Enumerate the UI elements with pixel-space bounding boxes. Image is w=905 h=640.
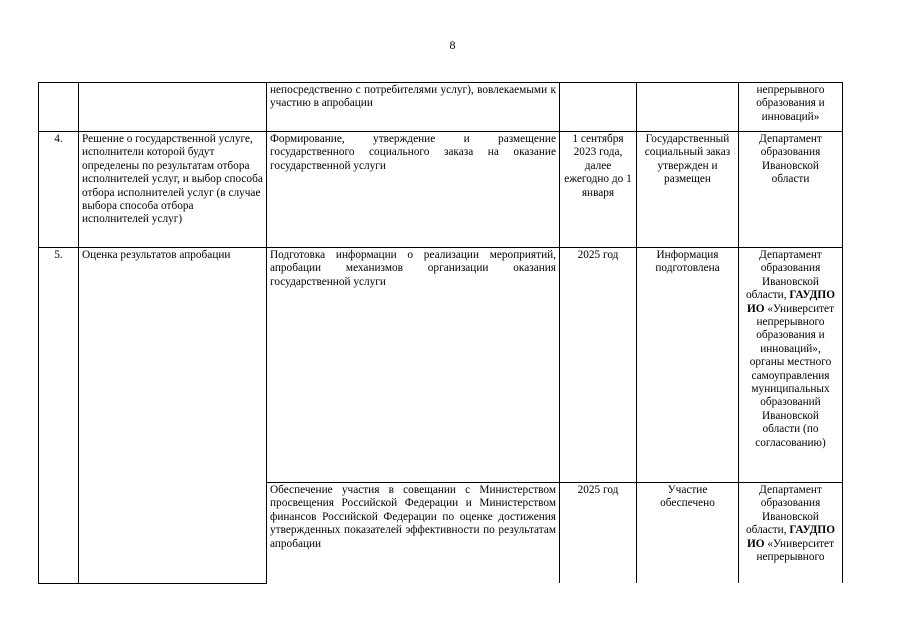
cell-result: Информация подготовлена [637,248,739,483]
responsible-text: Департамент образования Ивановской области, [745,484,822,537]
responsible-text: «Университет непрерывного образования и инноваций», органы местного самоуправления муниципальных образований Ивановской области (по согласованию) [749,302,835,449]
cell-action: непосредственно с потребителями услуг), вовлекаемыми к участию в апробации [267,83,560,132]
cell-number: 5. [39,248,79,584]
responsible-org: ГАУДПО ИО [746,289,836,315]
cell-responsible [739,248,843,483]
cell-term [560,83,637,132]
page-number: 8 [449,38,456,52]
cell-result: Участие обеспечено [637,483,739,584]
cell-action: Обеспечение участия в совещании с Министерством просвещения Российской Федерации и Министерством финансов Российской Федерации по оценке достижения утвержденных показателей эффективности по результатам апробации [267,483,560,584]
cell-responsible: Департамент образования Ивановской области [739,132,843,248]
cell-responsible [739,483,843,584]
cell-term: 2025 год [560,483,637,584]
cell-term: 1 сентября 2023 года, далее ежегодно до 1 января [560,132,637,248]
responsible-org: ГАУДПО ИО [746,524,836,550]
cell-result: Государственный социальный заказ утвержден и размещен [637,132,739,248]
cell-term: 2025 год [560,248,637,483]
cell-stage: Оценка результатов апробации [79,248,267,584]
cell-stage [79,83,267,132]
table-row-continuation [39,83,843,132]
cell-number [39,83,79,132]
responsible-text: «Университет непрерывного [756,537,835,564]
cell-action: Подготовка информации о реализации мероприятий, апробации механизмов организации оказания государственной услуги [267,248,560,483]
cell-stage: Решение о государственной услуге, исполнители которой будут определены по результатам отбора исполнителей услуг, и выбор способа отбора исполнителей услуг (в случае выбора способа отбора исполнителей услуг) [79,132,267,248]
cell-action: Формирование, утверждение и размещение государственного социального заказа на оказание государственной услуги [267,132,560,248]
responsible-text: Департамент образования Ивановской области, [745,249,822,302]
plan-table [38,82,843,584]
cell-responsible: непрерывного образования и инноваций» [739,83,843,132]
cell-number: 4. [39,132,79,248]
table-row-4 [39,132,843,248]
cell-result [637,83,739,132]
table-row-5 [39,248,843,483]
